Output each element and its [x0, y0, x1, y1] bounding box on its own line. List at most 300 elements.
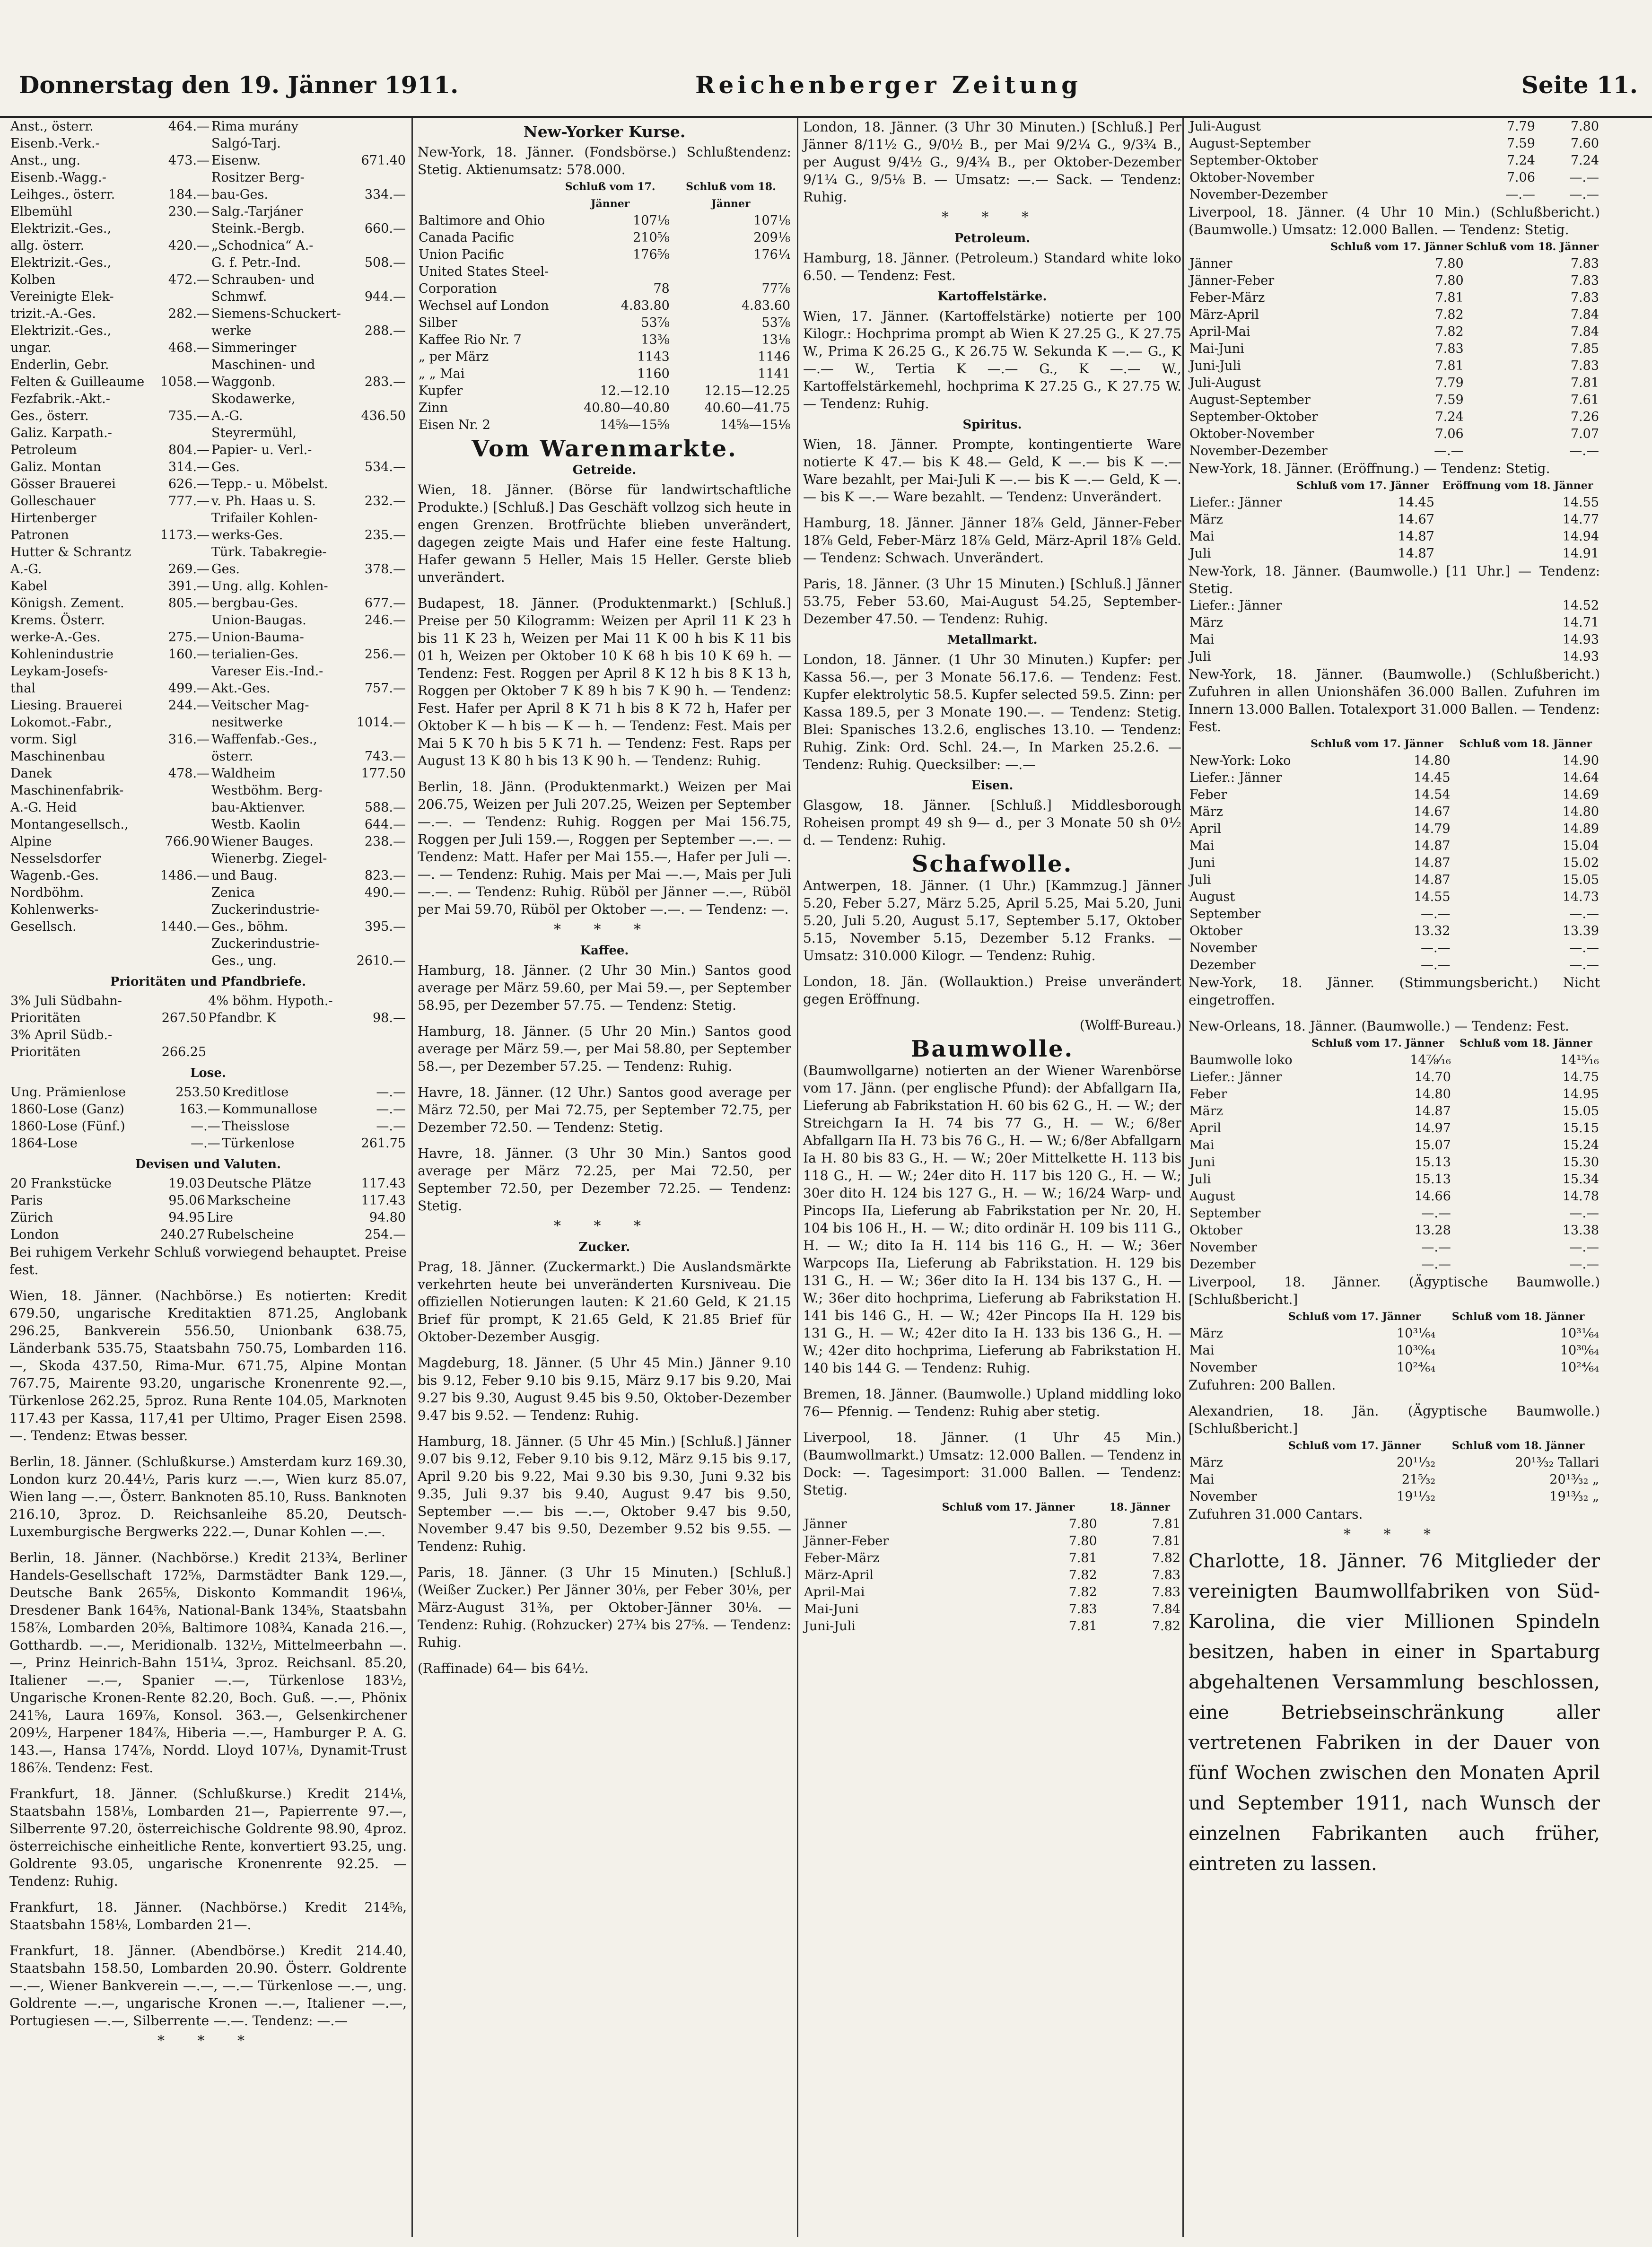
table-cell: Canada Pacific [419, 230, 515, 245]
table-row [1189, 923, 1600, 940]
table-cell: September-Oktober [1189, 410, 1318, 424]
table-cell: 184.— [168, 187, 210, 202]
table-cell: New-York: Loko [1189, 753, 1291, 768]
table-cell [352, 271, 407, 289]
table-cell: Alpine [10, 834, 52, 849]
table-cell: Ges. [211, 562, 240, 577]
table-cell: Oktober [1189, 1223, 1242, 1238]
table-cell: Steyrermühl, [211, 426, 297, 440]
table-cell: Mai-Juni [804, 1602, 859, 1617]
section-heading-baumwolle: Baumwolle. [910, 1036, 1074, 1062]
table-cell: Enderlin, Gebr. [10, 358, 109, 372]
table-row [803, 1584, 1181, 1601]
table-cell: Mai [1189, 529, 1215, 544]
table-cell: November-Dezember [1189, 187, 1328, 202]
table-cell: vorm. Sigl [10, 732, 77, 747]
table-cell: 334.— [364, 187, 406, 202]
table-cell: 534.— [364, 460, 406, 474]
table-cell [207, 1027, 363, 1044]
table-header-row [1189, 735, 1600, 752]
table-cell: A.-G. [10, 562, 42, 577]
table-cell: 14.87 [1414, 856, 1451, 870]
table-header-cell: Schluß vom 17. Jänner [1288, 1311, 1421, 1323]
table-cell: Rositzer Berg- [211, 170, 305, 185]
table-cell: 240.27 [160, 1227, 205, 1242]
table-cell: 266.25 [161, 1045, 207, 1059]
table-cell: 7.81 [1152, 1517, 1180, 1531]
table-cell: 267.50 [161, 1011, 207, 1025]
separator-stars: * * * [157, 2033, 259, 2049]
table-header-cell: Schluß vom 18. Jänner [1451, 1440, 1585, 1452]
table-cell [156, 323, 210, 340]
table-cell: September [1189, 1206, 1261, 1221]
table-cell: Mai [1189, 839, 1215, 853]
table-header-row [1189, 238, 1600, 255]
table-cell: November [1189, 1489, 1257, 1504]
table-row [1189, 255, 1600, 272]
table-cell: Trifailer Kohlen- [211, 511, 318, 525]
table-cell: 14.91 [1562, 546, 1599, 561]
table-cell: „ per März [419, 350, 489, 364]
table-row [418, 297, 791, 315]
table-cell: Rima murány [211, 119, 298, 134]
table-cell: —.— [1569, 1240, 1599, 1255]
table-row [9, 1192, 407, 1209]
table-cell: 14.94 [1562, 529, 1599, 544]
table-cell: 14.87 [1414, 873, 1451, 887]
table-row [1189, 1120, 1600, 1137]
paragraph: Zufuhren 31.000 Cantars. [1189, 1506, 1363, 1522]
table-cell: 7.82 [1152, 1551, 1180, 1565]
table-cell: Wechsel auf London [419, 298, 549, 313]
table-cell: 78 [653, 281, 670, 296]
table-row [803, 1550, 1181, 1567]
table-cell: 14.80 [1414, 753, 1451, 768]
table-row [9, 1226, 407, 1243]
section-heading-warenmarkt: Vom Warenmarkte. [472, 436, 737, 462]
table-cell [156, 510, 210, 527]
table-row [1189, 1188, 1600, 1205]
table-row [9, 748, 407, 765]
table-cell: 735.— [168, 409, 210, 423]
table-cell: Union-Baugas. [211, 613, 306, 628]
table-cell: Kabel [10, 579, 48, 594]
table-cell: 743.— [364, 749, 406, 764]
table-cell: 7.84 [1570, 324, 1599, 339]
table-cell: 316.— [168, 732, 210, 747]
charlotte-report: Charlotte, 18. Jänner. 76 Mitglieder der vereinigten Baumwollfabriken von Süd-Karolina, die vier Millionen Spindeln besitzen, haben in einer in Spartaburg abgehaltenen Versammlung beschlossen, eine Betriebseinschränkung aller vertretenen Fabriken in der Dauer von fünf Wochen zwischen den Monaten April und September 1911, nach Wunsch der einzelnen Fabrikanten auch früher, eintreten zu lassen. [1189, 1550, 1600, 1875]
liverpool-aegypt-table [1189, 1308, 1600, 1376]
table-cell: Elbemühl [10, 204, 72, 219]
table-row [9, 1118, 407, 1135]
table-cell: 15.05 [1562, 1104, 1599, 1119]
table-cell: „ „ Mai [419, 367, 465, 381]
table-cell: 2610.— [356, 953, 406, 968]
table-cell: 944.— [364, 289, 406, 304]
table-cell: —.— [191, 1136, 220, 1151]
table-cell: werks-Ges. [211, 528, 283, 542]
paragraph: Liverpool, 18. Jänner. (1 Uhr 45 Min.) (Baumwollmarkt.) Umsatz: 12.000 Ballen. — Tendenz in Dock: —. Tagesimport: 31.000 Ballen. — Tendenz: Stetig. [803, 1430, 1181, 1498]
table-row [1189, 855, 1600, 872]
table-cell: 15.05 [1562, 873, 1599, 887]
table-cell [352, 782, 407, 799]
table-cell: Juli [1189, 649, 1211, 664]
table-cell: 15.15 [1562, 1121, 1599, 1136]
table-cell: Eisenb.-Verk.- [10, 136, 100, 151]
table-cell: Mai [1189, 1343, 1215, 1358]
table-cell: 14.95 [1562, 1087, 1599, 1102]
table-cell: 20¹³⁄₃₂ Tallari [1515, 1455, 1599, 1470]
table-cell: Jänner-Feber [1189, 273, 1275, 288]
paragraph: Havre, 18. Jänner. (12 Uhr.) Santos good average per März 72.50, per Mai 72.75, per September 72.75, per Dezember 72.50. — Tendenz: Stetig. [418, 1084, 791, 1135]
table-cell: Eisenw. [211, 153, 261, 168]
table-cell: 7.80 [1570, 119, 1599, 134]
paragraph: New-York, 18. Jänner. (Fondsbörse.) Schlußtendenz: Stetig. Aktienumsatz: 578.000. [418, 144, 791, 177]
table-cell: 4.83.80 [621, 298, 670, 313]
table-row [1189, 821, 1600, 838]
table-cell: 7.85 [1570, 341, 1599, 356]
table-row [9, 765, 407, 782]
table-cell: 7.79 [1435, 376, 1464, 390]
table-row [1189, 1086, 1600, 1103]
table-cell: Gösser Brauerei [10, 477, 116, 491]
table-cell: 671.40 [361, 153, 406, 168]
table-cell: 14.73 [1562, 890, 1599, 904]
table-cell: Juli-August [1189, 376, 1261, 390]
table-cell: 391.— [168, 579, 210, 594]
table-row [9, 135, 407, 152]
table-cell: Tepp.- u. Möbelst. [211, 477, 328, 491]
table-row [9, 884, 407, 901]
table-row [1189, 940, 1600, 957]
table-cell: A.-G. [211, 409, 243, 423]
table-cell: November [1189, 1360, 1257, 1375]
table-cell: Pfandbr. K [208, 1011, 276, 1025]
paragraph: Budapest, 18. Jänner. (Produktenmarkt.) [Schluß.] Preise per 50 Kilogramm: Weizen per April 11 K 23 h bis 11 K 23 h, Weizen per Mai 11 K 00 h bis K 11 bis 01 h, Weizen per Oktober 10 K 68 h bis 10 K 69 h. — Tendenz: Fest. Roggen per April 8 K 12 h bis 8 K 13 h, Roggen per Oktober 7 K 89 h bis 7 K 90 h. — Tendenz: Fest. Hafer per April 8 K 71 h bis 8 K 72 h, Hafer per Oktober K — h bis — K — h. — Tendenz: Fest. Mais per Mai 5 K 70 h bis 5 K 71 h. — Tendenz: Fest. Raps per August 13 K 80 h bis 13 K 90 h. — Tendenz: Ruhig. [418, 595, 791, 769]
table-cell [352, 663, 407, 680]
table-row [1189, 409, 1600, 426]
table-row [1189, 1239, 1600, 1256]
table-cell: Wiener Bauges. [211, 834, 314, 849]
table-row [1189, 392, 1600, 409]
table-cell: 7.83 [1152, 1585, 1180, 1600]
table-cell: Königsh. Zement. [10, 596, 124, 611]
table-cell: November [1189, 1240, 1257, 1255]
table-cell: Baltimore and Ohio [419, 213, 545, 228]
table-cell: Zenica [211, 885, 255, 900]
paragraph: Frankfurt, 18. Jänner. (Abendbörse.) Kredit 214.40, Staatsbahn 158.50, Lombarden 20.90. Österr. Goldrente —.—, Wiener Bankverein —.—, —.— Türkenlose —.—, ung. Goldrente —.—, ungarische Kronen —.—, Italiener —.—, Portugiesen —.—, Silberrente —.—. Tendenz: —.— [9, 1943, 407, 2028]
table-cell [352, 357, 407, 374]
table-cell: —.— [1421, 958, 1451, 972]
table-cell [156, 544, 210, 561]
masthead [0, 0, 1652, 118]
table-cell: 7.81 [1435, 358, 1464, 373]
column-2 [411, 118, 791, 2237]
table-cell: 7.60 [1570, 136, 1599, 151]
table-row [803, 1618, 1181, 1635]
table-cell: 261.75 [361, 1136, 406, 1151]
table-row [9, 1084, 407, 1101]
table-cell: Union-Bauma- [211, 630, 304, 645]
table-cell: ungar. [10, 341, 52, 355]
table-cell: 12.—12.10 [600, 384, 670, 398]
table-cell: 7.82 [1152, 1619, 1180, 1634]
table-cell: Siemens-Schuckert- [211, 306, 341, 321]
table-row [1189, 375, 1600, 392]
table-cell: 13.39 [1562, 924, 1599, 938]
page-number: Seite 11. [1521, 71, 1638, 99]
table-cell: 14⅝—15⅝ [599, 418, 670, 432]
paragraph: London, 18. Jänner. (3 Uhr 30 Minuten.) [Schluß.] Per Jänner 8/11½ G., 9/0½ B., per Mai 9/2¼ G., 9/3¾ B., per August 9/4½ G., 9/4¾ B., per Oktober-Dezember 9/1¼ G., 9/5⅛ B. — Umsatz: —.— Sack. — Tendenz: Ruhig. [803, 119, 1181, 205]
paragraph: New-York, 18. Jänner. (Stimmungsbericht.) Nicht eingetroffen. [1189, 975, 1600, 1008]
table-cell: 230.— [168, 204, 210, 219]
table-row [1189, 426, 1600, 443]
table-row [1189, 1256, 1600, 1273]
table-cell: Nordböhm. [10, 885, 84, 900]
table-cell: 14.93 [1562, 649, 1599, 664]
table-cell: Skodawerke, [211, 392, 296, 406]
table-cell: 10³⁰⁄₆₄ [1560, 1343, 1599, 1358]
table-cell: 160.— [168, 647, 210, 662]
table-row [1189, 1103, 1600, 1120]
table-row [9, 714, 407, 731]
table-row [9, 186, 407, 203]
paragraph: Wien, 17. Jänner. (Kartoffelstärke) notierte per 100 Kilogr.: Hochprima prompt ab Wien K 27.25 G., K 27.75 W., Prima K 26.25 G., K 26.75 W. Sekunda K —.— G., K —.— W., Tertia K —.— G., K —.— W., Kartoffelstärkemehl, hochprima K 27.25 G., K 27.75 W. — Tendenz: Ruhig. [803, 308, 1181, 411]
table-cell: Wienerbg. Ziegel- [211, 851, 327, 866]
table-row [418, 246, 791, 263]
table-cell: —.— [1569, 1257, 1599, 1272]
table-cell: Anst., ung. [10, 153, 80, 168]
table-header-row [1189, 1035, 1600, 1052]
table-cell: 20¹³⁄₃₂ „ [1549, 1472, 1599, 1487]
table-cell: 94.95 [168, 1210, 205, 1225]
table-cell: Türkenlose [222, 1136, 295, 1151]
table-header-row [1189, 1308, 1600, 1325]
table-row [9, 425, 407, 442]
table-cell: 677.— [364, 596, 406, 611]
table-cell [156, 936, 210, 953]
paragraph: Alexandrien, 18. Jän. (Ägyptische Baumwolle.) [Schlußbericht.] [1189, 1403, 1600, 1436]
paragraph: (Baumwollgarne) notierten an der Wiener Warenbörse vom 17. Jänn. (per englische Pfund): der Abfallgarn IIa, Lieferung ab Fabrikstation H. 60 bis 62 G., H. — W.; der Streichgarn Ia H. 74 bis 77 G., H. — W.; 6/8er Abfallgarn IIa H. 73 bis 76 G., H. — W.; 6/8er Abfallgarn Ia H. 80 bis 83 G., H. — W.; 20er Mittelkette H. 113 bis 118 G., H. — W.; 24er dito H. 117 bis 120 G., H. — W.; 30er dito H. 124 bis 127 G., H. — W.; 16/24 Warp- und Pincops IIa, Lieferung ab Fabrikstation per Nr. 20, H. 104 bis 106 H., H. — W.; dito ordinär H. 109 bis 111 G., H. — W.; dito Ia H. 114 bis 116 G., H. — W.; 36er Warpcops IIa, Lieferung ab Fabrikstation. H. 129 bis 131 G., H. — W.; 36er dito Ia H. 134 bis 137 G., H. — W.; 36er dito hochprima, Lieferung ab Fabrikstation H. 141 bis 146 G., H. — W.; 42er Pincops IIa H. 129 bis 131 G., H. — W.; 42er dito Ia H. 133 bis 136 G., H. — W.; 42er dito hochprima, Lieferung ab Fabrikstation H. 140 bis 144 G. — Tendenz: Ruhig. [803, 1063, 1181, 1376]
table-cell: 464.— [168, 119, 210, 134]
table-cell: 7.83 [1570, 273, 1599, 288]
table-row [1189, 1052, 1600, 1069]
table-row [1189, 872, 1600, 889]
table-cell: Schmwf. [211, 289, 267, 304]
table-cell [156, 612, 210, 629]
prior-table [9, 993, 407, 1061]
table-cell: 107⅛ [633, 213, 670, 228]
paragraph: Liverpool, 18. Jänner. (Ägyptische Baumwolle.) [Schlußbericht.] [1189, 1274, 1600, 1307]
table-cell: Oktober [1189, 924, 1242, 938]
table-cell: —.— [1569, 1206, 1599, 1221]
table-cell: 256.— [364, 647, 406, 662]
table-cell: Juli [1189, 1172, 1211, 1187]
table-cell [1477, 648, 1482, 665]
table-row [803, 1533, 1181, 1550]
table-row [9, 731, 407, 748]
table-row [803, 1516, 1181, 1533]
table-cell: und Baug. [211, 868, 278, 883]
table-row [1189, 1342, 1600, 1359]
table-cell: 1058.— [160, 375, 210, 389]
table-cell: 13.38 [1562, 1223, 1599, 1238]
table-cell: 10³⁰⁄₆₄ [1397, 1343, 1436, 1358]
table-cell: —.— [1421, 907, 1451, 921]
table-cell: Ges., ung. [211, 953, 277, 968]
table-header-cell: Schluß vom 18. Jänner [1459, 738, 1592, 750]
table-cell [156, 391, 210, 408]
table-row [1189, 169, 1600, 186]
table-cell: Nesselsdorfer [10, 851, 101, 866]
table-cell: Golleschauer [10, 494, 96, 508]
liverpool-schluss-table [1189, 238, 1600, 460]
table-row [9, 510, 407, 527]
table-header-cell: Schluß vom 17. Jänner [942, 1501, 1075, 1513]
table-cell: 12.15—12.25 [704, 384, 790, 398]
table-cell: thal [10, 681, 35, 696]
table-cell: 7.80 [1435, 273, 1464, 288]
paragraph: Hamburg, 18. Jänner. (2 Uhr 30 Min.) Santos good average per März 59.60, per Mai 59.—, per September 58.95, per Dezember 57.75. — Tendenz: Stetig. [418, 962, 791, 1013]
section-heading-metall: Metallmarkt. [947, 633, 1038, 647]
table-row [418, 315, 791, 332]
table-cell: Kreditlose [222, 1085, 289, 1100]
table-cell: Salg.-Tarjáner [211, 204, 303, 219]
table-cell: Prioritäten [10, 1045, 81, 1059]
table-row [1189, 186, 1600, 203]
table-cell: —.— [1421, 1257, 1451, 1272]
table-row [1189, 752, 1600, 769]
table-row [1189, 838, 1600, 855]
table-cell: 21⁵⁄₃₂ [1401, 1472, 1436, 1487]
table-cell: 766.90 [165, 834, 210, 849]
table-cell: 14.77 [1562, 512, 1599, 527]
table-cell: Paris [10, 1193, 43, 1208]
table-row [418, 349, 791, 366]
table-row [9, 816, 407, 833]
table-cell [149, 993, 207, 1010]
table-cell: 254.— [364, 1227, 406, 1242]
table-cell: 777.— [168, 494, 210, 508]
table-cell: Elektrizit.-Ges., [10, 323, 112, 338]
table-cell [352, 510, 407, 527]
table-cell: —.— [1434, 444, 1464, 458]
table-header-cell [1189, 735, 1302, 752]
table-cell: 53⅞ [641, 315, 670, 330]
table-cell: United States Steel- [419, 264, 549, 279]
table-cell [156, 425, 210, 442]
column-1 [9, 118, 407, 2237]
table-cell: 53⅞ [761, 315, 790, 330]
table-row [9, 629, 407, 646]
table-cell: 15.13 [1414, 1155, 1451, 1170]
table-cell [364, 1027, 407, 1044]
section-heading-getreide: Getreide. [572, 463, 637, 477]
table-cell: 7.82 [1435, 307, 1464, 322]
table-cell: werke [211, 323, 252, 338]
table-cell: 283.— [364, 375, 406, 389]
table-row [9, 1175, 407, 1192]
table-cell: 40.60—41.75 [704, 401, 790, 415]
table-cell: 7.82 [1068, 1568, 1097, 1583]
table-cell: Ges., österr. [10, 409, 89, 423]
table-cell [352, 391, 407, 408]
table-cell: 1146 [758, 350, 790, 364]
paragraph: Frankfurt, 18. Jänner. (Schlußkurse.) Kredit 214⅛, Staatsbahn 158⅛, Lombarden 21—, Papierrente 97.—, Silberrente 97.20, österreichische Goldrente 98.90, 4proz. österreichische einheitliche Rente, konvertiert 93.25, ung. Goldrente 93.05, ungarische Kronenrente 92.25. — Tendenz: Ruhig. [9, 1786, 407, 1889]
table-cell: 7.84 [1570, 307, 1599, 322]
table-cell: Liefer.: Jänner [1189, 1070, 1282, 1084]
table-cell [156, 135, 210, 152]
paragraph: Berlin, 18. Jänn. (Produktenmarkt.) Weizen per Mai 206.75, Weizen per Juli 207.25, Weizen per September —.—. — Tendenz: Ruhig. Roggen per Mai 156.75, Roggen per Juli 159.—, Roggen per September —.—. — Tendenz: Matt. Hafer per Mai 155.—, Hafer per Juli —.—. — Tendenz: Ruhig. Mais per Mai —.—, Mais per Juli —.—. — Tendenz: Ruhig. Rüböl per Jänner —.—, Rüböl per Mai 59.70, Rüböl per Oktober —.—. — Tendenz: —. [418, 779, 791, 917]
table-row [1189, 1205, 1600, 1222]
table-cell: 7.24 [1570, 153, 1599, 168]
table-cell: Papier- u. Verl.- [211, 443, 312, 457]
table-cell: —.— [1421, 1206, 1451, 1221]
table-row [1189, 1488, 1600, 1505]
table-cell: Hirtenberger [10, 511, 96, 525]
table-cell [156, 289, 210, 306]
table-cell: Union Pacific [419, 247, 504, 262]
table-cell: 378.— [364, 562, 406, 577]
table-header-cell: Schluß vom 17. Jänner [1311, 1037, 1444, 1049]
table-cell [352, 340, 407, 357]
table-cell: März [1189, 1104, 1223, 1119]
paragraph: Hamburg, 18. Jänner. (5 Uhr 20 Min.) Santos good average per März 59.—, per Mai 58.80, per September 58.—, per Dezember 57.25. — Tendenz: Ruhig. [418, 1023, 791, 1074]
table-cell: 176¼ [753, 247, 790, 262]
table-row [803, 1567, 1181, 1584]
table-cell: 1440.— [160, 919, 210, 934]
table-cell: 7.26 [1570, 410, 1599, 424]
table-cell: 15.04 [1562, 839, 1599, 853]
table-cell: August [1189, 1189, 1235, 1204]
table-cell: Ges., böhm. [211, 919, 288, 934]
table-cell: allg. österr. [10, 238, 85, 253]
table-row [418, 229, 791, 246]
table-row [9, 408, 407, 425]
table-cell: 14.55 [1414, 890, 1451, 904]
table-cell: 107⅛ [753, 213, 790, 228]
table-row [1189, 1171, 1600, 1188]
table-cell: 19¹³⁄₃₂ „ [1549, 1489, 1599, 1504]
table-cell: —.— [191, 1119, 220, 1134]
table-header-cell: Schluß vom 18. Jänner [686, 181, 776, 210]
table-cell: 499.— [168, 681, 210, 696]
table-cell: Juni-Juli [804, 1619, 856, 1634]
table-cell: 14.54 [1414, 787, 1451, 802]
table-cell: Ung. Prämienlose [10, 1085, 126, 1100]
table-row [1189, 787, 1600, 804]
table-header-cell: Schluß vom 17. Jänner [1288, 1440, 1421, 1452]
table-row [1189, 957, 1600, 974]
table-cell: Zuckerindustrie- [211, 902, 320, 917]
table-cell: —.— [1421, 941, 1451, 955]
table-cell: 14.89 [1562, 822, 1599, 836]
table-row [418, 400, 791, 417]
table-cell: 15.07 [1414, 1138, 1451, 1153]
table-header-cell [1189, 238, 1329, 255]
table-row [1189, 648, 1600, 665]
table-cell: 7.24 [1435, 410, 1464, 424]
alexandrien-table [1189, 1437, 1600, 1505]
table-cell: 13⅛ [761, 332, 790, 347]
table-cell: 7.83 [1570, 256, 1599, 271]
table-row [1189, 289, 1600, 306]
table-cell: 7.83 [1152, 1568, 1180, 1583]
column-4 [1182, 118, 1600, 2237]
table-cell [156, 953, 210, 970]
table-cell: Kupfer [419, 384, 463, 398]
table-cell: August-September [1189, 136, 1311, 151]
